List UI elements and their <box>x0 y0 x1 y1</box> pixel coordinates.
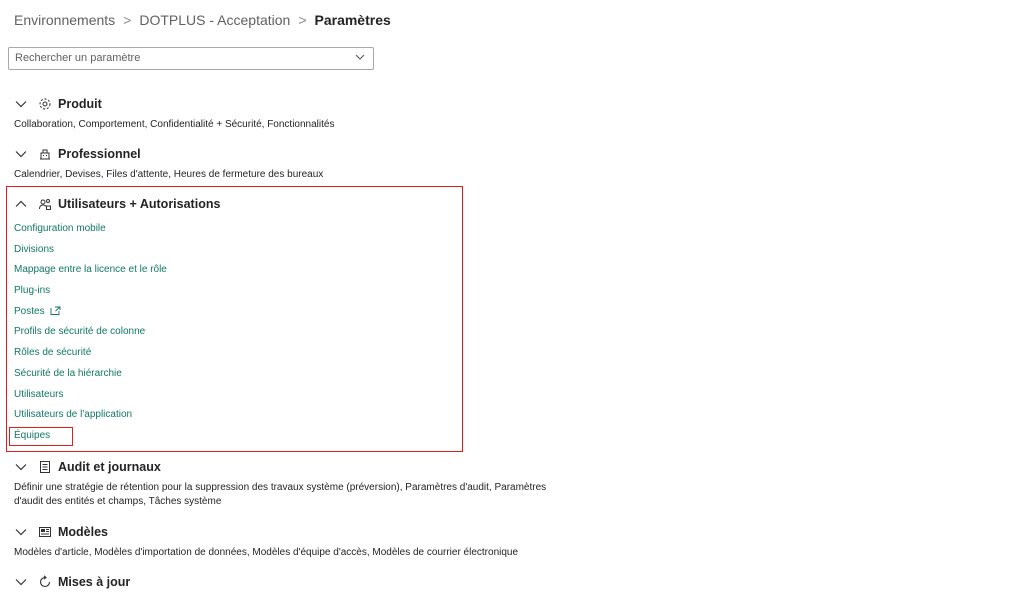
section-header-professionnel[interactable] <box>14 144 570 164</box>
gear-icon <box>38 97 52 111</box>
page-title: Paramètres <box>314 12 391 28</box>
section-header-produit[interactable] <box>14 94 570 114</box>
refresh-icon <box>38 575 52 589</box>
breadcrumb-separator-icon: > <box>123 12 132 28</box>
search-input[interactable] <box>15 48 345 68</box>
section-title: Professionnel <box>58 147 141 161</box>
link-utilisateurs-application[interactable]: Utilisateurs de l'application <box>14 409 133 421</box>
link-plug-ins[interactable]: Plug-ins <box>14 285 51 297</box>
chevron-down-icon[interactable] <box>14 147 28 161</box>
building-icon <box>38 147 52 161</box>
breadcrumb <box>14 12 391 28</box>
link-divisions[interactable]: Divisions <box>14 243 55 255</box>
link-mappage-licence-role[interactable]: Mappage entre la licence et le rôle <box>14 264 167 276</box>
chevron-down-icon[interactable] <box>14 575 28 589</box>
section-header-modeles[interactable] <box>14 522 570 542</box>
section-produit <box>14 94 570 132</box>
link-profils-securite-colonne[interactable]: Profils de sécurité de colonne <box>14 326 146 338</box>
link-utilisateurs[interactable]: Utilisateurs <box>14 388 64 400</box>
link-equipes[interactable]: Équipes <box>14 429 51 441</box>
chevron-down-icon[interactable] <box>14 525 28 539</box>
search-box[interactable] <box>8 47 374 70</box>
link-securite-hierarchie[interactable]: Sécurité de la hiérarchie <box>14 367 122 379</box>
section-mises-a-jour <box>14 572 570 592</box>
chevron-down-icon[interactable] <box>14 460 28 474</box>
chevron-down-icon[interactable] <box>14 97 28 111</box>
chevron-down-icon[interactable] <box>354 51 366 63</box>
document-list-icon <box>38 460 52 474</box>
link-label: Postes <box>14 305 45 317</box>
breadcrumb-environnements[interactable]: Environnements <box>14 12 116 28</box>
section-title: Produit <box>58 97 102 111</box>
section-professionnel <box>14 144 570 182</box>
section-description: Définir une stratégie de rétention pour la suppression des travaux système (préversion), Paramètres d'audit, Paramètres d'audit des entités et champs, Tâches système <box>14 482 547 507</box>
section-description: Calendrier, Devises, Files d'attente, Heures de fermeture des bureaux <box>14 169 324 180</box>
section-description: Modèles d'article, Modèles d'importation de données, Modèles d'équipe d'accès, Modèles de courrier électronique <box>14 547 519 558</box>
section-title: Modèles <box>58 525 109 539</box>
breadcrumb-separator-icon: > <box>298 12 307 28</box>
section-header-mises-a-jour[interactable] <box>14 572 570 592</box>
section-title: Mises à jour <box>58 575 131 589</box>
section-audit-journaux <box>14 457 570 509</box>
highlight-box-equipes <box>9 427 73 446</box>
section-description: Collaboration, Comportement, Confidentialité + Sécurité, Fonctionnalités <box>14 119 335 130</box>
section-title: Utilisateurs + Autorisations <box>58 197 221 211</box>
templates-icon <box>38 525 52 539</box>
breadcrumb-environment[interactable]: DOTPLUS - Acceptation <box>139 12 291 28</box>
highlight-box-utilisateurs <box>6 186 463 452</box>
link-configuration-mobile[interactable]: Configuration mobile <box>14 223 106 234</box>
section-header-audit[interactable] <box>14 457 570 477</box>
link-roles-securite[interactable]: Rôles de sécurité <box>14 347 92 359</box>
section-modeles <box>14 522 570 560</box>
section-title: Audit et journaux <box>58 460 161 474</box>
